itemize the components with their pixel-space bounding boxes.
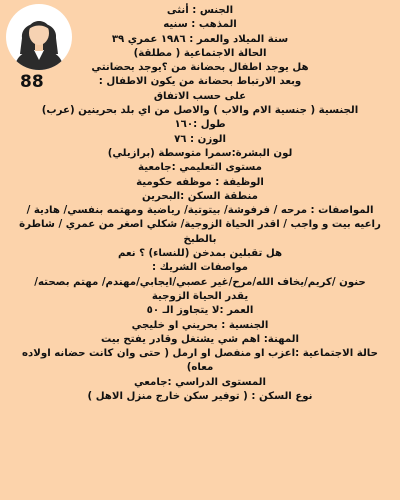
line-job: الوظيفة : موظفه حكومية: [136, 176, 264, 188]
line-custody-agreement: على حسب الاتفاق: [153, 90, 247, 102]
line-custody-after: وبعد الارتباط بحضانة من يكون الاطفال :: [98, 76, 302, 88]
line-birth-year: سنة الميلاد والعمر : ١٩٨٦ عمري ٣٩: [111, 33, 289, 45]
line-gender: الجنس : أنثى: [166, 5, 234, 16]
line-traits-2: راعيه بيت و واجب / اقدر الحياة الزوجية/ شكلي اصغر من عمري / شاطرة: [19, 219, 381, 231]
line-nationality: الجنسية ( جنسية الام والاب ) والاصل من اي بلد بحرينين (عرب): [41, 105, 359, 117]
line-traits-1: المواصفات : مرحه / فرفوشة/ بيتوتية/ رياضية ومهتمه بنفسي/ هادية /: [26, 205, 374, 217]
line-partner-heading: مواصفات الشريك :: [152, 262, 248, 274]
line-partner-job: المهنة: اهم شي يشتغل وقادر يفتح بيت: [101, 333, 299, 345]
line-partner-nationality: الجنسية : بحريني او خليجي: [131, 319, 269, 331]
line-smoker: هل تقبلين بمدخن (للنساء) ؟ نعم: [117, 248, 283, 260]
line-housing: نوع السكن : ( توفير سكن خارج منزل الاهل ): [87, 391, 313, 403]
profile-details: [0, 4, 400, 404]
line-residence: منطقة السكن :البحرين: [142, 190, 258, 202]
line-height: طول :١٦٠: [174, 119, 226, 131]
line-education: مستوى التعليمي :جامعية: [138, 162, 262, 174]
line-partner-education: المستوى الدراسي :جامعي: [134, 376, 266, 388]
line-partner-traits-1: حنون /كريم/يخاف الله/مرح/غير عصبي/ايجابي/مهندم/ مهتم بصحته/: [34, 276, 366, 288]
line-children-custody: هل يوجد اطفال بحضانة من ؟يوجد بحضانتي: [91, 62, 309, 74]
line-partner-status-1: حالة الاجتماعية :اعزب او منفصل او ارمل ( حتى وان كانت حضانه اولاده: [22, 348, 378, 360]
line-skin-tone: لون البشرة:سمرا متوسطة (برازيلي): [107, 147, 293, 159]
line-sect: المذهب : سنيه: [163, 19, 237, 31]
line-marital-status: الحالة الاجتماعية ( مطلقة): [133, 47, 267, 59]
line-partner-age: العمر :لا يتجاوز الـ ٥٠: [146, 305, 254, 317]
line-partner-status-2: معاه): [186, 362, 214, 374]
line-partner-traits-2: يقدر الحياة الزوجية: [151, 290, 249, 302]
profile-number: 88: [20, 72, 44, 92]
line-traits-3: بالطبخ: [183, 233, 217, 245]
line-weight: الوزن : ٧٦: [174, 133, 226, 145]
